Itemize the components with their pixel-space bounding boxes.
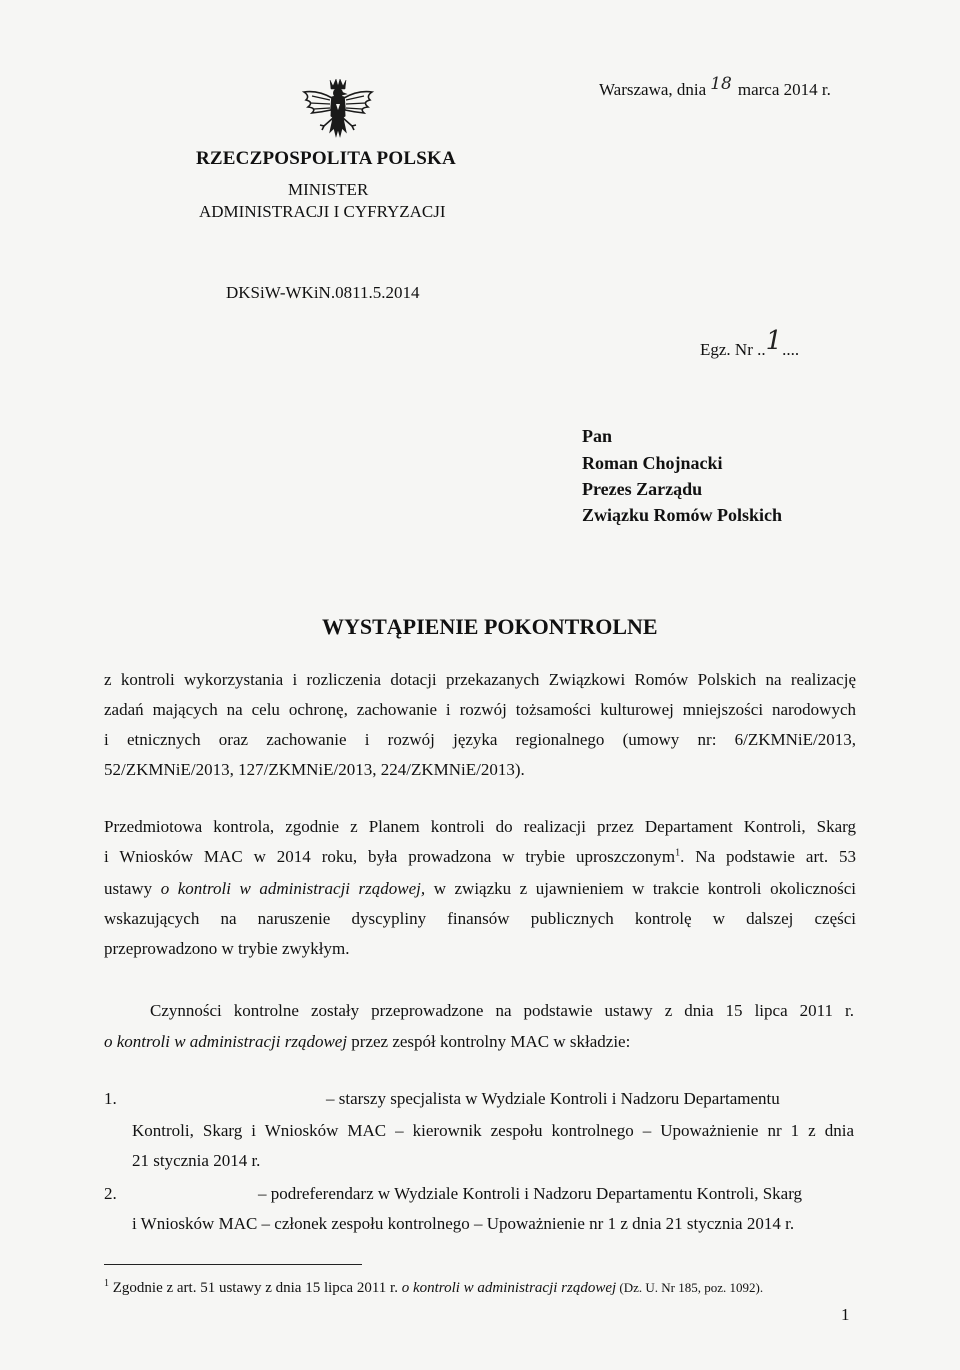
- date-day-handwritten: 18: [710, 74, 732, 94]
- para1-line-5: przeprowadzono w trybie zwykłym.: [104, 939, 350, 958]
- member-1-line-3: 21 stycznia 2014 r.: [132, 1151, 261, 1170]
- para1-line-3-a: ustawy: [104, 879, 161, 898]
- intro-line-1: z kontroli wykorzystania i rozliczenia dotacji przekazanych Związkowi Romów Polskich na realizację: [104, 670, 856, 689]
- date-prefix: Warszawa, dnia: [599, 80, 707, 99]
- country-name: RZECZPOSPOLITA POLSKA: [196, 148, 456, 169]
- member-2-line-1: – podreferendarz w Wydziale Kontroli i Nadzoru Departamentu Kontroli, Skarg: [258, 1184, 803, 1203]
- reference-number: DKSiW-WKiN.0811.5.2014: [226, 283, 420, 302]
- footnote-text-italic: o kontroli w administracji rządowej: [401, 1280, 617, 1296]
- footnote-separator: [104, 1264, 362, 1265]
- footnote-text-a: Zgodnie z art. 51 ustawy z dnia 15 lipca 2011 r.: [112, 1280, 402, 1296]
- para2-line-2: [104, 1032, 630, 1052]
- para1-line-2-b: . Na podstawie art. 53: [680, 847, 856, 866]
- copy-dots-after: ....: [782, 340, 800, 359]
- para1-line-3: [104, 879, 856, 899]
- office-line-2: ADMINISTRACJI I CYFRYZACJI: [199, 202, 446, 221]
- date-suffix: marca 2014 r.: [737, 80, 831, 99]
- office-line-1: MINISTER: [288, 180, 369, 199]
- footnote-mark: 1: [104, 1278, 109, 1289]
- member-1-line-1: – starszy specjalista w Wydziale Kontroli i Nadzoru Departamentu: [326, 1089, 780, 1108]
- intro-line-4: 52/ZKMNiE/2013, 127/ZKMNiE/2013, 224/ZKMNiE/2013).: [104, 760, 525, 779]
- para1-line-2-a: i Wniosków MAC w 2014 roku, była prowadzona w trybie uproszczonym: [104, 847, 676, 866]
- footnote-text-b: (Dz. U. Nr 185, poz. 1092).: [616, 1280, 764, 1295]
- member-1-line-2: Kontroli, Skarg i Wniosków MAC – kierownik zespołu kontrolnego – Upoważnienie nr 1 z dnia: [132, 1121, 854, 1140]
- document-title: WYSTĄPIENIE POKONTROLNE: [322, 614, 658, 639]
- addressee-organization: Związku Romów Polskich: [582, 505, 783, 525]
- para2-line-2-italic: o kontroli w administracji rządowej: [104, 1032, 348, 1051]
- copy-number-line: [700, 326, 800, 362]
- para1-line-2: [104, 847, 856, 867]
- date-line: [599, 74, 831, 100]
- polish-eagle-emblem-icon: [300, 76, 376, 146]
- member-2-line-2: i Wniosków MAC – członek zespołu kontrolnego – Upoważnienie nr 1 z dnia 21 stycznia 2014 r.: [132, 1214, 795, 1233]
- para2-line-2-b: przez zespół kontrolny MAC w składzie:: [347, 1032, 631, 1051]
- footnote-reference: 1: [675, 847, 681, 859]
- para1-line-1: Przedmiotowa kontrola, zgodnie z Planem kontroli do realizacji przez Departament Kontroli, Skarg: [104, 817, 856, 836]
- copy-dots-before: ..: [757, 340, 766, 359]
- page-number: 1: [841, 1305, 850, 1324]
- intro-line-2: zadań mających na celu ochronę, zachowanie i rozwój tożsamości kulturowej mniejszości narodowych: [104, 700, 856, 719]
- para1-line-3-b: w związku z ujawnieniem w trakcie kontroli okoliczności: [425, 879, 856, 898]
- para1-line-4: wskazujących na naruszenie dyscypliny finansów publicznych kontrolę w dalszej części: [104, 909, 856, 928]
- addressee-name: Roman Chojnacki: [582, 453, 723, 473]
- para2-line-1: Czynności kontrolne zostały przeprowadzone na podstawie ustawy z dnia 15 lipca 2011 r.: [150, 1001, 854, 1020]
- addressee-salutation: Pan: [582, 426, 613, 446]
- copy-label: Egz. Nr: [700, 340, 753, 359]
- member-2-number: 2.: [104, 1184, 117, 1203]
- copy-number-handwritten: 1: [765, 326, 783, 356]
- intro-line-3: i etnicznych oraz zachowanie i rozwój języka regionalnego (umowy nr: 6/ZKMNiE/2013,: [104, 730, 856, 749]
- para1-line-3-italic: o kontroli w administracji rządowej,: [160, 879, 426, 898]
- addressee-role: Prezes Zarządu: [582, 479, 703, 499]
- footnote: [104, 1280, 763, 1297]
- member-1-number: 1.: [104, 1089, 117, 1108]
